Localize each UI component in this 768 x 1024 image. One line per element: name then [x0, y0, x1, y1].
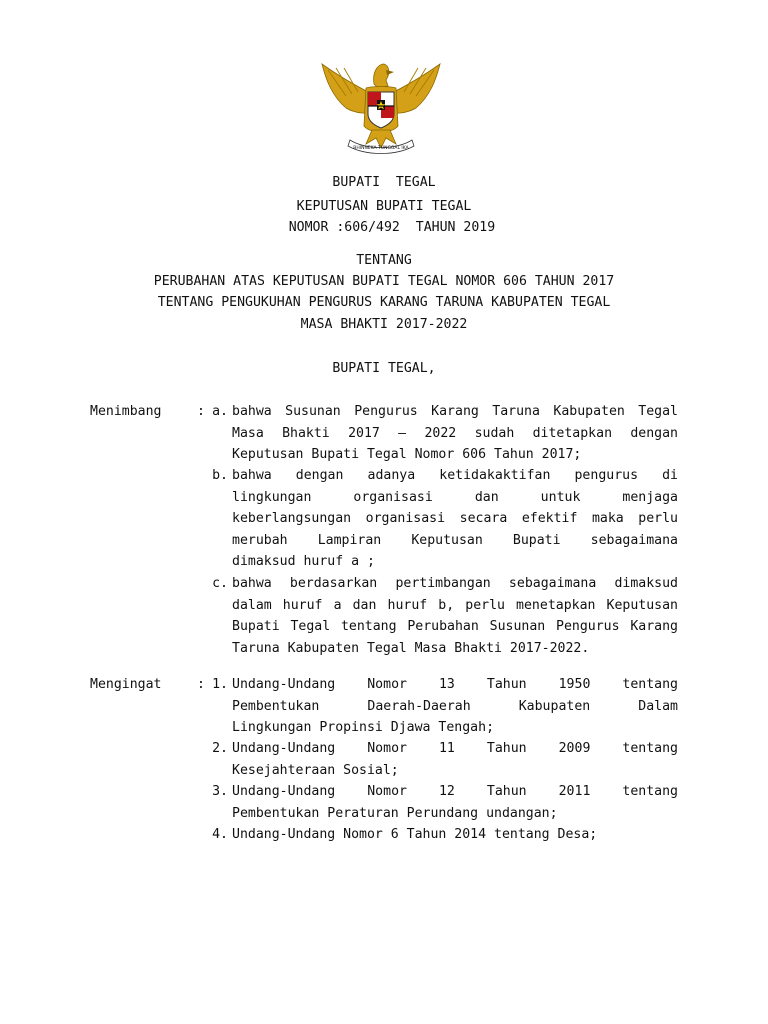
- text-line: Undang-Undang Nomor 13 Tahun 1950 tentang: [232, 677, 678, 692]
- text-line: dimaksud huruf a ;: [232, 554, 375, 569]
- text-line: merubah Lampiran Keputusan Bupati sebagaimana: [232, 533, 678, 548]
- item-marker: b.: [212, 468, 228, 483]
- menimbang-label: Menimbang: [90, 404, 162, 419]
- text-line: Pembentukan Daerah-Daerah Kabupaten Dalam: [232, 699, 678, 714]
- menimbang-colon: :: [197, 404, 205, 419]
- item-marker: a.: [212, 404, 228, 419]
- text-line: bahwa berdasarkan pertimbangan sebagaimana dimaksud: [232, 576, 678, 591]
- text-line: Bupati Tegal tentang Perubahan Susunan Pengurus Karang: [232, 619, 678, 634]
- authority-line: BUPATI TEGAL,: [332, 361, 436, 376]
- item-marker: c.: [212, 576, 228, 591]
- item-marker: 4.: [212, 827, 228, 842]
- title-line-1: BUPATI TEGAL: [332, 175, 436, 190]
- text-line: Kesejahteraan Sosial;: [232, 763, 399, 778]
- subject-line-1: PERUBAHAN ATAS KEPUTUSAN BUPATI TEGAL NOMOR 606 TAHUN 2017: [153, 274, 615, 289]
- text-line: dalam huruf a dan huruf b, perlu menetapkan Keputusan: [232, 598, 678, 613]
- item-marker: 3.: [212, 784, 228, 799]
- subject-line-3: MASA BHAKTI 2017-2022: [300, 317, 468, 332]
- text-line: Keputusan Bupati Tegal Nomor 606 Tahun 2017;: [232, 447, 582, 462]
- tentang-heading: TENTANG: [356, 253, 412, 268]
- mengingat-label: Mengingat: [90, 677, 162, 692]
- text-line: keberlangsungan organisasi secara efektif maka perlu: [232, 511, 678, 526]
- text-line: Lingkungan Propinsi Djawa Tengah;: [232, 720, 495, 735]
- text-line: Undang-Undang Nomor 6 Tahun 2014 tentang Desa;: [232, 827, 598, 842]
- text-line: Masa Bhakti 2017 – 2022 sudah ditetapkan dengan: [232, 426, 678, 441]
- text-line: bahwa Susunan Pengurus Karang Taruna Kabupaten Tegal: [232, 404, 678, 419]
- text-line: Pembentukan Peraturan Perundang undangan;: [232, 806, 558, 821]
- emblem-motto: BHINNEKA TUNGGAL IKA: [353, 146, 409, 151]
- mengingat-colon: :: [197, 677, 205, 692]
- item-marker: 1.: [212, 677, 228, 692]
- subject-line-2: TENTANG PENGUKUHAN PENGURUS KARANG TARUNA KABUPATEN TEGAL: [157, 295, 611, 310]
- title-line-2: KEPUTUSAN BUPATI TEGAL: [296, 199, 472, 214]
- text-line: bahwa dengan adanya ketidakaktifan pengurus di: [232, 468, 678, 483]
- text-line: Taruna Kabupaten Tegal Masa Bhakti 2017-2022.: [232, 641, 590, 656]
- garuda-emblem: [316, 56, 446, 156]
- item-marker: 2.: [212, 741, 228, 756]
- text-line: Undang-Undang Nomor 12 Tahun 2011 tentang: [232, 784, 678, 799]
- title-line-3: NOMOR :606/492 TAHUN 2019: [272, 220, 496, 235]
- text-line: Undang-Undang Nomor 11 Tahun 2009 tentang: [232, 741, 678, 756]
- text-line: lingkungan organisasi dan untuk menjaga: [232, 490, 678, 505]
